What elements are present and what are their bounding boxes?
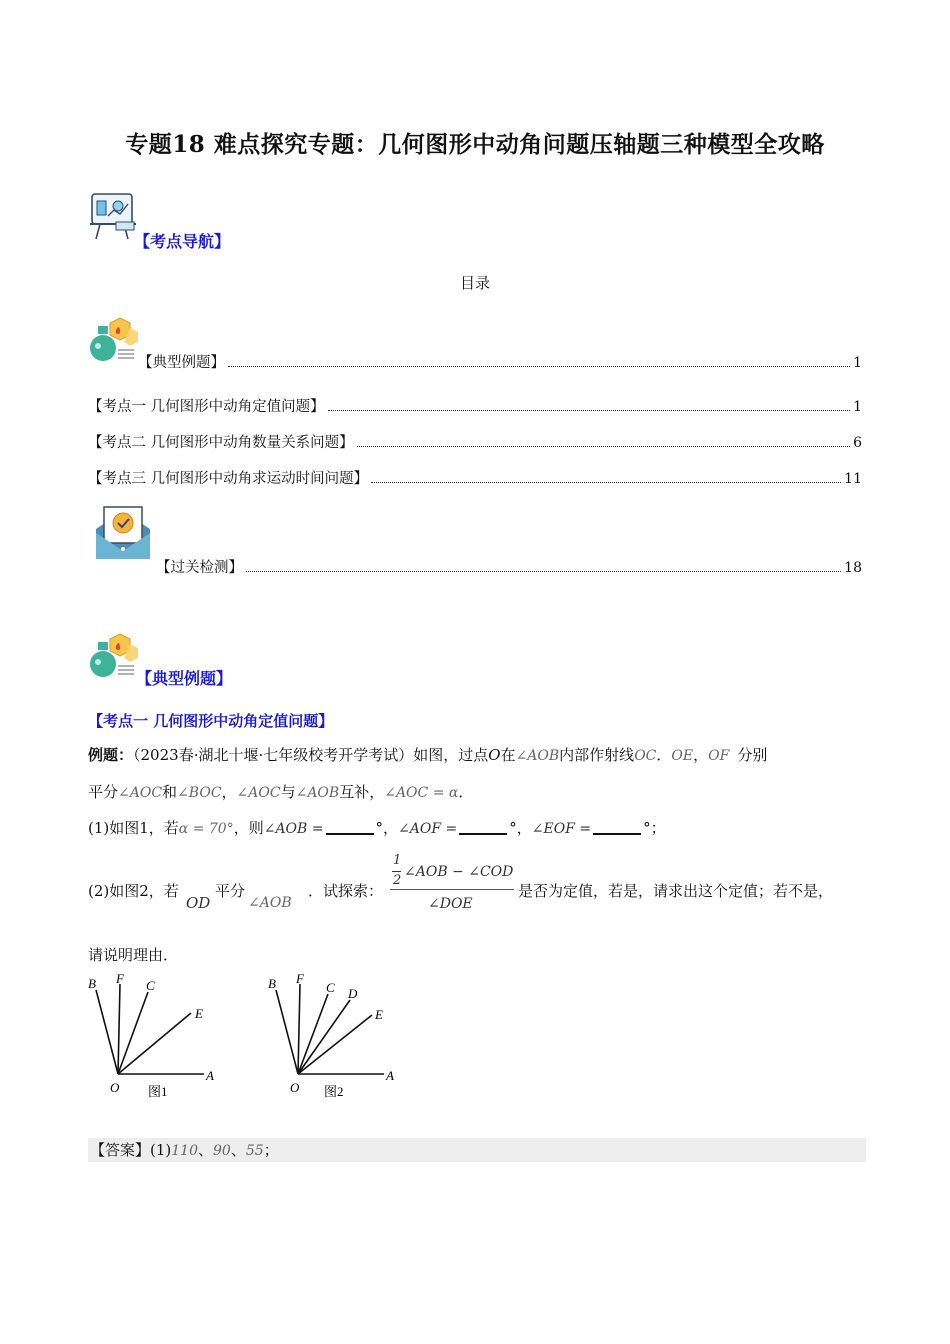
toc-item-page: 6: [853, 435, 862, 451]
label-a: A: [206, 1068, 214, 1083]
text-comma: ，: [221, 783, 237, 801]
answer-bar: [88, 1138, 866, 1162]
q2-pingfen: 平分: [215, 882, 246, 900]
frac-half-num: 1: [393, 853, 402, 868]
toc-title: 目录: [459, 274, 490, 292]
answer-value-3: 55: [245, 1143, 264, 1159]
example-line-1: [88, 745, 767, 766]
frac-numerator: ∠AOB − ∠COD: [404, 864, 514, 880]
answer-sep: 、: [230, 1141, 246, 1159]
ray-of: [298, 984, 300, 1074]
frac-half-bar: [392, 871, 401, 872]
text-yu: 与: [280, 783, 296, 801]
math-oe: OE: [671, 748, 694, 764]
label-f: F: [116, 971, 124, 986]
flask-hexagon-icon: [88, 632, 138, 680]
example-line-2: [88, 782, 473, 803]
answer-blank[interactable]: [326, 819, 374, 835]
degree-sep: °，: [375, 819, 399, 837]
checklist-envelope-icon: [94, 505, 152, 561]
ray-of: [118, 984, 120, 1074]
label-b: B: [268, 976, 276, 991]
text-huobu: 互补，: [339, 783, 385, 801]
ray-od: [298, 1000, 350, 1074]
q1-then: ，则: [233, 819, 264, 837]
text-inner: 内部作射线: [559, 746, 635, 764]
math-of: OF: [708, 748, 730, 764]
math-angle-aoc: ∠AOC: [236, 785, 281, 801]
toc-item[interactable]: [138, 351, 862, 372]
toc-item-label: 【考点一 几何图形中动角定值问题】: [88, 399, 325, 415]
nav-label: 【考点导航】: [134, 232, 231, 251]
answer-label: 【答案】: [90, 1141, 151, 1159]
math-aoc-alpha: ∠AOC = α: [384, 785, 459, 801]
answer-value-1: 110: [171, 1143, 198, 1159]
toc-item-label: 【考点二 几何图形中动角数量关系问题】: [88, 435, 354, 451]
q2-try: ．试探索：: [308, 882, 384, 900]
answer-end: ；: [263, 1141, 279, 1159]
degree-sep: °，: [509, 819, 532, 837]
label-f: F: [296, 971, 304, 986]
example-lead: 例题：: [88, 746, 134, 764]
example-source: （2023春·湖北十堰·七年级校考开学考试）如图，过点: [133, 746, 489, 764]
answer-blank[interactable]: [459, 819, 507, 835]
math-angle-aoc: ∠AOC: [118, 785, 163, 801]
ray-ob: [276, 990, 298, 1074]
toc-item-page: 1: [853, 355, 862, 371]
fig2-caption: 图2: [324, 1084, 344, 1099]
page-title: 专题18 难点探究专题：几何图形中动角问题压轴题三种模型全攻略: [125, 131, 825, 158]
toc-leader: [371, 481, 841, 483]
fig1-caption: 图1: [148, 1084, 168, 1099]
math-alpha-70: α = 70°: [178, 821, 234, 837]
math-oc: OC: [634, 748, 657, 764]
toc-item-page: 11: [844, 471, 862, 487]
q2-rest: 是否为定值，若是，请求出这个定值；若不是，: [518, 882, 834, 900]
label-c: C: [326, 980, 335, 995]
frac-half-den: 2: [393, 873, 402, 888]
label-b: B: [88, 976, 96, 991]
q2-text: (2)如图2，若: [88, 882, 179, 900]
text-comma: ，: [693, 746, 709, 764]
toc-leader: [357, 445, 850, 447]
toc-item[interactable]: [88, 431, 862, 452]
frac-denominator: ∠DOE: [428, 896, 473, 912]
toc-item[interactable]: [156, 556, 862, 577]
label-d: D: [348, 986, 358, 1001]
toc-item[interactable]: [88, 395, 862, 416]
label-a: A: [386, 1068, 394, 1083]
toc-item-page: 18: [844, 560, 862, 576]
point-o: O: [488, 746, 501, 764]
degree-end: °；: [643, 819, 666, 837]
text-in: 在: [500, 746, 516, 764]
toc-item[interactable]: [88, 467, 862, 488]
text-period: ．: [656, 746, 672, 764]
math-angle-aob: ∠AOB: [248, 895, 292, 911]
math-angle-aob: ∠AOB: [295, 785, 340, 801]
kaodian-heading: 【考点一 几何图形中动角定值问题】: [88, 712, 334, 730]
figure-1: [84, 970, 224, 1100]
text-end: ．: [458, 783, 474, 801]
toc-item-page: 1: [853, 399, 862, 415]
toc-item-label: 【典型例题】: [138, 355, 225, 371]
answer-blank[interactable]: [593, 819, 641, 835]
flask-hexagon-icon: [88, 316, 138, 364]
text-he: 和: [162, 783, 178, 801]
text-pingfen: 平分: [88, 783, 119, 801]
math-angle-aob: ∠AOB: [515, 748, 560, 764]
fraction-bar: [390, 889, 514, 890]
math-aof-eq: ∠AOF =: [398, 821, 458, 837]
toc-item-label: 【过关检测】: [156, 560, 243, 576]
toc-leader: [246, 570, 841, 572]
text-fenbie: 分别: [737, 746, 768, 764]
answer-sep: 、: [198, 1141, 214, 1159]
math-od: OD: [186, 894, 211, 912]
math-aob-eq: ∠AOB =: [263, 821, 324, 837]
section-heading: 【典型例题】: [136, 669, 233, 688]
figure-2: [262, 970, 402, 1100]
label-e: E: [195, 1006, 203, 1021]
presentation-board-icon: [88, 192, 140, 242]
math-eof-eq: ∠EOF =: [531, 821, 592, 837]
answer-part: (1): [150, 1141, 172, 1159]
label-e: E: [375, 1007, 383, 1022]
toc-leader: [328, 409, 850, 411]
label-o: O: [110, 1080, 120, 1095]
ray-ob: [96, 990, 118, 1074]
q2-reason: 请说明理由．: [88, 946, 179, 964]
math-angle-boc: ∠BOC: [177, 785, 222, 801]
answer-value-2: 90: [213, 1143, 231, 1159]
toc-item-label: 【考点三 几何图形中动角求运动时间问题】: [88, 471, 369, 487]
label-c: C: [146, 978, 155, 993]
label-o: O: [290, 1080, 300, 1095]
q1-text: (1)如图1，若: [88, 819, 179, 837]
question-1: [88, 818, 666, 839]
toc-leader: [228, 365, 850, 367]
